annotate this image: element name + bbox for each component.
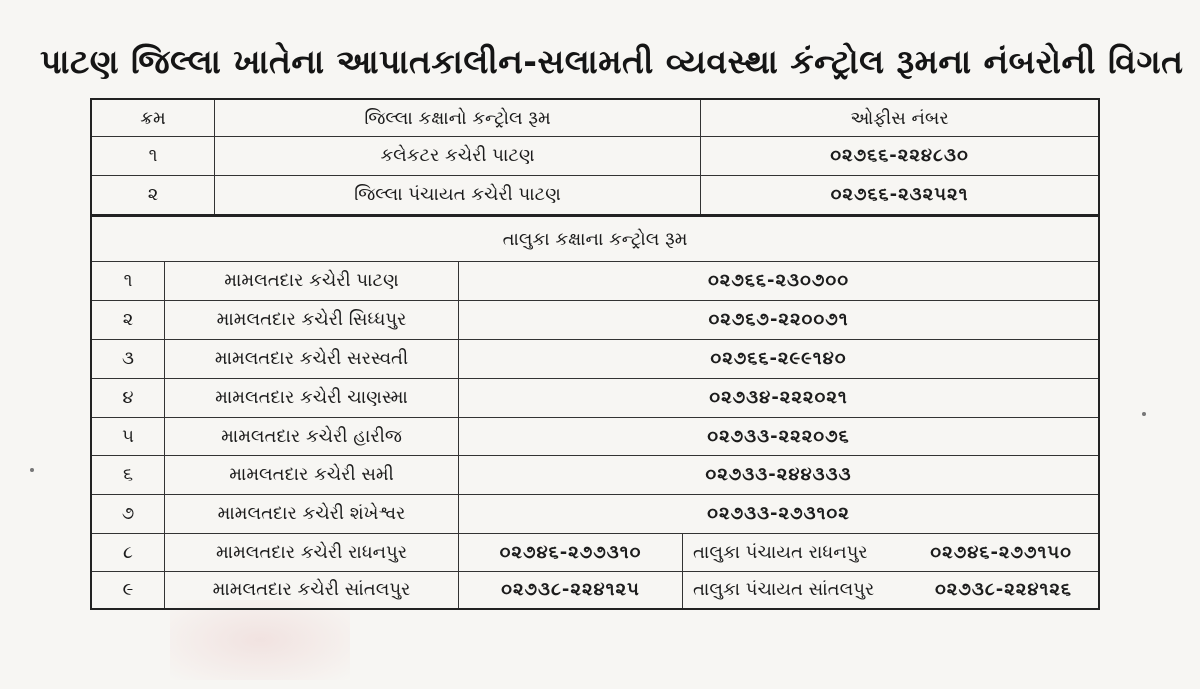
page-title: પાટણ જિલ્લા ખાતેના આપાતકાલીન-સલામતી વ્યવસ્થા કંન્ટ્રોલ રૂમના નંબરોની વિગત [40, 42, 1184, 81]
table-row [92, 571, 1098, 608]
row-extra [682, 571, 1098, 608]
table-header-row [92, 100, 1098, 137]
paper-smudge [170, 600, 350, 680]
row-phone: ૦૨૭૩૩-૨૭૩૧૦૨ [458, 494, 1098, 533]
table-row [92, 417, 1098, 456]
row-name: મામલતદાર કચેરી રાધનપુર [164, 533, 458, 571]
extra-office-phone: ૦૨૭૪૬-૨૭૭૧૫૦ [930, 541, 1072, 563]
row-no: ૫ [122, 425, 134, 447]
table-row [92, 261, 1098, 301]
row-name: મામલતદાર કચેરી શંખેશ્વર [164, 494, 458, 533]
header-no: ક્રમ [140, 107, 166, 129]
row-phone: ૦૨૭૬૬-૨૩૦૭૦૦ [458, 261, 1098, 300]
table-row [92, 378, 1098, 418]
row-no: ૮ [123, 541, 133, 563]
row-no: ૬ [122, 464, 134, 485]
row-no: ૩ [122, 348, 134, 369]
row-phone: ૦૨૭૪૬-૨૭૭૩૧૦ [458, 533, 682, 571]
row-no: ૨ [147, 184, 159, 205]
district-table [90, 98, 1100, 216]
row-name: મામલતદાર કચેરી સમી [164, 455, 458, 494]
row-name: મામલતદાર કચેરી હારીજ [164, 417, 458, 455]
extra-office-name: તાલુકા પંચાયત સાંતલપુર [693, 579, 875, 600]
header-control-room: જિલ્લા કક્ષાનો કન્ટ્રોલ રૂમ [214, 100, 700, 136]
section-heading: તાલુકા કક્ષાના કન્ટ્રોલ રૂમ [502, 228, 688, 250]
row-no: ૧ [148, 145, 158, 166]
header-office-number: ઓફીસ નંબર [700, 100, 1098, 136]
table-row [92, 136, 1098, 176]
extra-office-phone: ૦૨૭૩૮-૨૨૪૧૨૬ [934, 579, 1072, 600]
row-name: મામલતદાર કચેરી પાટણ [164, 261, 458, 300]
row-no: ૧ [123, 270, 133, 291]
row-extra [682, 533, 1098, 571]
row-phone: ૦૨૭૬૬-૨૨૪૮૩૦ [700, 136, 1098, 175]
taluka-table [90, 215, 1100, 610]
row-no: ૯ [122, 579, 134, 600]
row-name: મામલતદાર કચેરી સાંતલપુર [164, 571, 458, 608]
row-no: ૪ [122, 387, 134, 408]
row-name: મામલતદાર કચેરી સિધ્ધપુર [164, 300, 458, 339]
table-row [92, 300, 1098, 340]
table-row [92, 533, 1098, 572]
row-phone: ૦૨૭૬૭-૨૨૦૦૭૧ [458, 300, 1098, 339]
row-phone: ૦૨૭૩૮-૨૨૪૧૨૫ [458, 571, 682, 608]
row-name: જિલ્લા પંચાયત કચેરી પાટણ [214, 175, 700, 214]
table-row [92, 494, 1098, 534]
section-heading-row [92, 217, 1098, 262]
row-name: કલેકટર કચેરી પાટણ [214, 136, 700, 175]
row-name: મામલતદાર કચેરી સરસ્વતી [164, 339, 458, 378]
table-row [92, 175, 1098, 214]
table-row [92, 455, 1098, 495]
row-name: મામલતદાર કચેરી ચાણસ્મા [164, 378, 458, 417]
row-phone: ૦૨૭૬૬-૨૩૨૫૨૧ [700, 175, 1098, 214]
extra-office-name: તાલુકા પંચાયત રાધનપુર [693, 541, 868, 563]
row-phone: ૦૨૭૩૪-૨૨૨૦૨૧ [458, 378, 1098, 417]
row-phone: ૦૨૭૩૩-૨૪૪૩૩૩ [458, 455, 1098, 494]
row-phone: ૦૨૭૩૩-૨૨૨૦૭૬ [458, 417, 1098, 455]
row-phone: ૦૨૭૬૬-૨૯૯૧૪૦ [458, 339, 1098, 378]
table-row [92, 339, 1098, 379]
speck [30, 468, 34, 472]
row-no: ૨ [122, 309, 134, 330]
row-no: ૭ [121, 503, 135, 524]
speck [1142, 412, 1146, 416]
